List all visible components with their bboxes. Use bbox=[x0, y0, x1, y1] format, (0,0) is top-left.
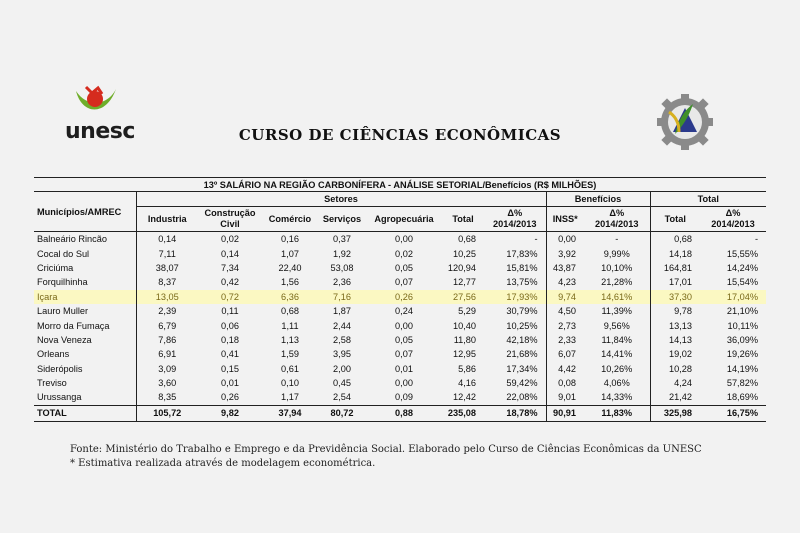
table-cell: 0,07 bbox=[395, 349, 413, 360]
municipio-name: Balneário Rincão bbox=[37, 234, 107, 245]
total-cell: 37,94 bbox=[262, 405, 318, 421]
table-cell: 6,07 bbox=[546, 347, 584, 361]
table-cell: 7,86 bbox=[136, 333, 198, 347]
table-row bbox=[34, 304, 766, 318]
table-cell: 6,79 bbox=[136, 318, 198, 332]
table-row bbox=[34, 261, 766, 275]
table-cell: 0,00 bbox=[395, 378, 413, 389]
table-cell: 0,26 bbox=[366, 290, 442, 304]
footnote: * Estimativa realizada através de modelagem econométrica. bbox=[70, 458, 376, 469]
table-cell: 3,60 bbox=[136, 376, 198, 390]
table-cell: 19,26% bbox=[726, 349, 758, 360]
table-row bbox=[34, 232, 766, 247]
table-cell: 2,54 bbox=[333, 392, 351, 403]
table-cell: 4,06% bbox=[603, 378, 630, 389]
table-cell: 7,16 bbox=[318, 290, 366, 304]
municipio-name: Morro da Fumaça bbox=[37, 320, 110, 331]
table-cell: 4,23 bbox=[546, 275, 584, 289]
table-cell: 19,02 bbox=[650, 347, 700, 361]
total-cell: 16,75% bbox=[700, 405, 766, 421]
table-cell: 0,00 bbox=[395, 234, 413, 245]
total-cell: 18,78% bbox=[484, 405, 546, 421]
col-delta: Δ% 2014/2013 bbox=[484, 207, 546, 232]
municipio-name: Urussanga bbox=[37, 392, 82, 403]
table-cell: 0,01 bbox=[221, 378, 239, 389]
table-cell: 1,07 bbox=[281, 248, 299, 259]
table-cell: 0,05 bbox=[395, 262, 413, 273]
table-cell: 6,36 bbox=[262, 290, 318, 304]
table-cell: 10,10% bbox=[601, 262, 633, 273]
table-cell: 13,13 bbox=[650, 318, 700, 332]
table-cell: 43,87 bbox=[546, 261, 584, 275]
table-cell: 2,33 bbox=[546, 333, 584, 347]
table-cell: 2,58 bbox=[333, 334, 351, 345]
table-cell: 0,61 bbox=[281, 363, 299, 374]
municipio-name: Orleans bbox=[37, 349, 70, 360]
table-row bbox=[34, 275, 766, 289]
table-cell: 10,25% bbox=[506, 320, 538, 331]
table-cell: 0,68 bbox=[650, 232, 700, 247]
table-cell: 14,41% bbox=[601, 349, 633, 360]
table-cell: 14,24% bbox=[726, 262, 758, 273]
table-cell: 12,95 bbox=[453, 349, 476, 360]
table-row bbox=[34, 318, 766, 332]
municipio-name: Nova Veneza bbox=[37, 334, 92, 345]
table-cell: 21,10% bbox=[726, 306, 758, 317]
table-cell: 3,95 bbox=[333, 349, 351, 360]
table-cell: 4,24 bbox=[650, 376, 700, 390]
table-cell: 6,91 bbox=[136, 347, 198, 361]
col-inss: INSS* bbox=[546, 207, 584, 232]
col-total: Total bbox=[442, 207, 484, 232]
municipio-name: Lauro Muller bbox=[37, 306, 89, 317]
total-label: TOTAL bbox=[34, 405, 136, 421]
table-cell: 1,56 bbox=[281, 277, 299, 288]
beneficios-header: Benefícios bbox=[546, 192, 650, 207]
col-comercio: Comércio bbox=[262, 207, 318, 232]
table-cell: 1,17 bbox=[281, 392, 299, 403]
table-cell: 1,13 bbox=[281, 334, 299, 345]
table-cell: 0,06 bbox=[221, 320, 239, 331]
col-construcao: Construção Civil bbox=[198, 207, 262, 232]
table-cell: 5,86 bbox=[458, 363, 476, 374]
table-cell: 0,14 bbox=[221, 248, 239, 259]
table-cell: 0,00 bbox=[546, 232, 584, 247]
table-cell: 57,82% bbox=[726, 378, 758, 389]
municipios-header: Municípios/AMREC bbox=[34, 192, 136, 232]
table-cell: 14,19% bbox=[726, 363, 758, 374]
table-cell: 10,28 bbox=[650, 362, 700, 376]
table-cell: 8,35 bbox=[136, 390, 198, 405]
table-cell: 7,34 bbox=[221, 262, 239, 273]
table-cell: 9,01 bbox=[546, 390, 584, 405]
table-cell: 14,33% bbox=[601, 392, 633, 403]
notes bbox=[70, 443, 702, 471]
table-cell: 0,08 bbox=[546, 376, 584, 390]
total-cell: 105,72 bbox=[136, 405, 198, 421]
table-cell: 0,45 bbox=[333, 378, 351, 389]
col-agro: Agropecuária bbox=[366, 207, 442, 232]
table-cell: 21,42 bbox=[650, 390, 700, 405]
table-cell: 0,15 bbox=[221, 363, 239, 374]
table-cell: 0,02 bbox=[221, 234, 239, 245]
municipio-name: Treviso bbox=[37, 378, 67, 389]
table-cell: 12,77 bbox=[453, 277, 476, 288]
table-cell: 2,39 bbox=[136, 304, 198, 318]
total-cell: 0,88 bbox=[366, 405, 442, 421]
table-cell: 0,18 bbox=[221, 334, 239, 345]
table-cell: 120,94 bbox=[447, 262, 476, 273]
table-cell: 17,83% bbox=[506, 248, 538, 259]
table-cell: - bbox=[615, 234, 619, 245]
table-cell: 0,01 bbox=[395, 363, 413, 374]
table-cell: 37,30 bbox=[650, 290, 700, 304]
table-cell: 15,54% bbox=[726, 277, 758, 288]
table-cell: 5,29 bbox=[458, 306, 476, 317]
table-cell: 11,84% bbox=[601, 334, 632, 345]
table-cell: 0,00 bbox=[395, 320, 413, 331]
table-cell: 17,04% bbox=[700, 290, 766, 304]
table-cell: 2,00 bbox=[333, 363, 351, 374]
total-cell: 235,08 bbox=[442, 405, 484, 421]
table-cell: 1,11 bbox=[281, 320, 299, 331]
municipio-name: Siderópolis bbox=[37, 363, 83, 374]
table-cell: 1,59 bbox=[281, 349, 299, 360]
table-row bbox=[34, 376, 766, 390]
table-cell: 22,40 bbox=[278, 262, 302, 273]
table-cell: 3,92 bbox=[546, 246, 584, 260]
table-row bbox=[34, 246, 766, 260]
table-cell: 59,42% bbox=[506, 378, 538, 389]
table-cell: 21,68% bbox=[506, 349, 538, 360]
total-cell: 325,98 bbox=[650, 405, 700, 421]
table-cell: 10,40 bbox=[453, 320, 476, 331]
table-cell: 4,16 bbox=[458, 378, 476, 389]
table-cell: 9,56% bbox=[603, 320, 630, 331]
total-group-header: Total bbox=[650, 192, 766, 207]
table-cell: 12,42 bbox=[453, 392, 476, 403]
unesc-logo-mark-icon bbox=[72, 85, 118, 121]
source-note: Fonte: Ministério do Trabalho e Emprego e da Previdência Social. Elaborado pelo Curso de Ciências Econômicas da UNESC bbox=[70, 444, 702, 455]
municipio-name: Forquilhinha bbox=[37, 277, 88, 288]
table-cell: 0,10 bbox=[281, 378, 299, 389]
col-tot-delta: Δ% 2014/2013 bbox=[700, 207, 766, 232]
table-cell: 15,55% bbox=[726, 248, 758, 259]
table-cell: 1,92 bbox=[333, 248, 351, 259]
table-cell: 9,74 bbox=[546, 290, 584, 304]
table-cell: 11,39% bbox=[601, 306, 632, 317]
table-cell: 17,01 bbox=[650, 275, 700, 289]
table-cell: 10,26% bbox=[601, 363, 633, 374]
total-cell: 11,83% bbox=[584, 405, 650, 421]
table-cell: 18,69% bbox=[726, 392, 758, 403]
table-cell: 14,61% bbox=[584, 290, 650, 304]
table-cell: 0,26 bbox=[221, 392, 239, 403]
total-cell: 90,91 bbox=[546, 405, 584, 421]
page-title: CURSO DE CIÊNCIAS ECONÔMICAS bbox=[238, 126, 562, 144]
table-cell: 14,13 bbox=[650, 333, 700, 347]
table-cell: 164,81 bbox=[650, 261, 700, 275]
table-caption: 13º SALÁRIO NA REGIÃO CARBONÍFERA - ANÁLISE SETORIAL/Benefícios (R$ MILHÕES) bbox=[34, 178, 766, 192]
table-cell: 17,34% bbox=[506, 363, 538, 374]
table-cell: - bbox=[754, 234, 758, 245]
table-cell: 0,02 bbox=[395, 248, 413, 259]
table-cell: 0,14 bbox=[136, 232, 198, 247]
table-cell: 0,68 bbox=[281, 306, 299, 317]
table-cell: 22,08% bbox=[506, 392, 538, 403]
table-cell: 0,42 bbox=[221, 277, 239, 288]
col-tot-total: Total bbox=[650, 207, 700, 232]
table-cell: - bbox=[534, 234, 538, 245]
setores-header: Setores bbox=[136, 192, 546, 207]
table-cell: 0,37 bbox=[333, 234, 351, 245]
total-cell: 80,72 bbox=[318, 405, 366, 421]
table-cell: 0,72 bbox=[198, 290, 262, 304]
table-cell: 0,11 bbox=[221, 306, 239, 317]
col-servicos: Serviços bbox=[318, 207, 366, 232]
table-cell: 2,73 bbox=[546, 318, 584, 332]
col-industria: Industria bbox=[136, 207, 198, 232]
table-cell: 0,05 bbox=[395, 334, 413, 345]
total-cell: 9,82 bbox=[198, 405, 262, 421]
table-row bbox=[34, 290, 766, 304]
table-row bbox=[34, 390, 766, 405]
table-cell: 10,11% bbox=[727, 320, 758, 331]
table-cell: 9,99% bbox=[603, 248, 630, 259]
table-cell: 0,24 bbox=[395, 306, 413, 317]
table-cell: 4,42 bbox=[546, 362, 584, 376]
table-cell: 4,50 bbox=[546, 304, 584, 318]
table-cell: 0,68 bbox=[458, 234, 476, 245]
table-cell: 27,56 bbox=[442, 290, 484, 304]
data-table bbox=[34, 177, 766, 422]
col-ben-delta: Δ% 2014/2013 bbox=[584, 207, 650, 232]
table-cell: 0,41 bbox=[221, 349, 239, 360]
table-cell: 14,18 bbox=[650, 246, 700, 260]
table-cell: 0,07 bbox=[395, 277, 413, 288]
municipio-name: Içara bbox=[34, 290, 136, 304]
total-row bbox=[34, 405, 766, 421]
table-cell: 38,07 bbox=[136, 261, 198, 275]
table-cell: 42,18% bbox=[506, 334, 538, 345]
table-cell: 0,09 bbox=[395, 392, 413, 403]
table-cell: 15,81% bbox=[506, 262, 538, 273]
table-cell: 9,78 bbox=[650, 304, 700, 318]
table-cell: 1,87 bbox=[333, 306, 351, 317]
table-cell: 8,37 bbox=[136, 275, 198, 289]
table-cell: 11,80 bbox=[453, 334, 476, 345]
table-cell: 2,36 bbox=[333, 277, 351, 288]
logo-wordmark: unesc bbox=[65, 119, 135, 144]
table-cell: 36,09% bbox=[726, 334, 758, 345]
table-cell: 13,75% bbox=[506, 277, 538, 288]
table-cell: 30,79% bbox=[506, 306, 538, 317]
table-row bbox=[34, 362, 766, 376]
table-row bbox=[34, 347, 766, 361]
table-cell: 53,08 bbox=[330, 262, 354, 273]
table-cell: 10,25 bbox=[453, 248, 476, 259]
table-cell: 13,05 bbox=[136, 290, 198, 304]
table-row bbox=[34, 333, 766, 347]
municipio-name: Criciúma bbox=[37, 262, 74, 273]
table-cell: 21,28% bbox=[601, 277, 633, 288]
table-cell: 3,09 bbox=[136, 362, 198, 376]
table-cell: 7,11 bbox=[136, 246, 198, 260]
table-cell: 2,44 bbox=[333, 320, 351, 331]
municipio-name: Cocal do Sul bbox=[37, 248, 90, 259]
table-cell: 17,93% bbox=[484, 290, 546, 304]
table-cell: 0,16 bbox=[281, 234, 299, 245]
